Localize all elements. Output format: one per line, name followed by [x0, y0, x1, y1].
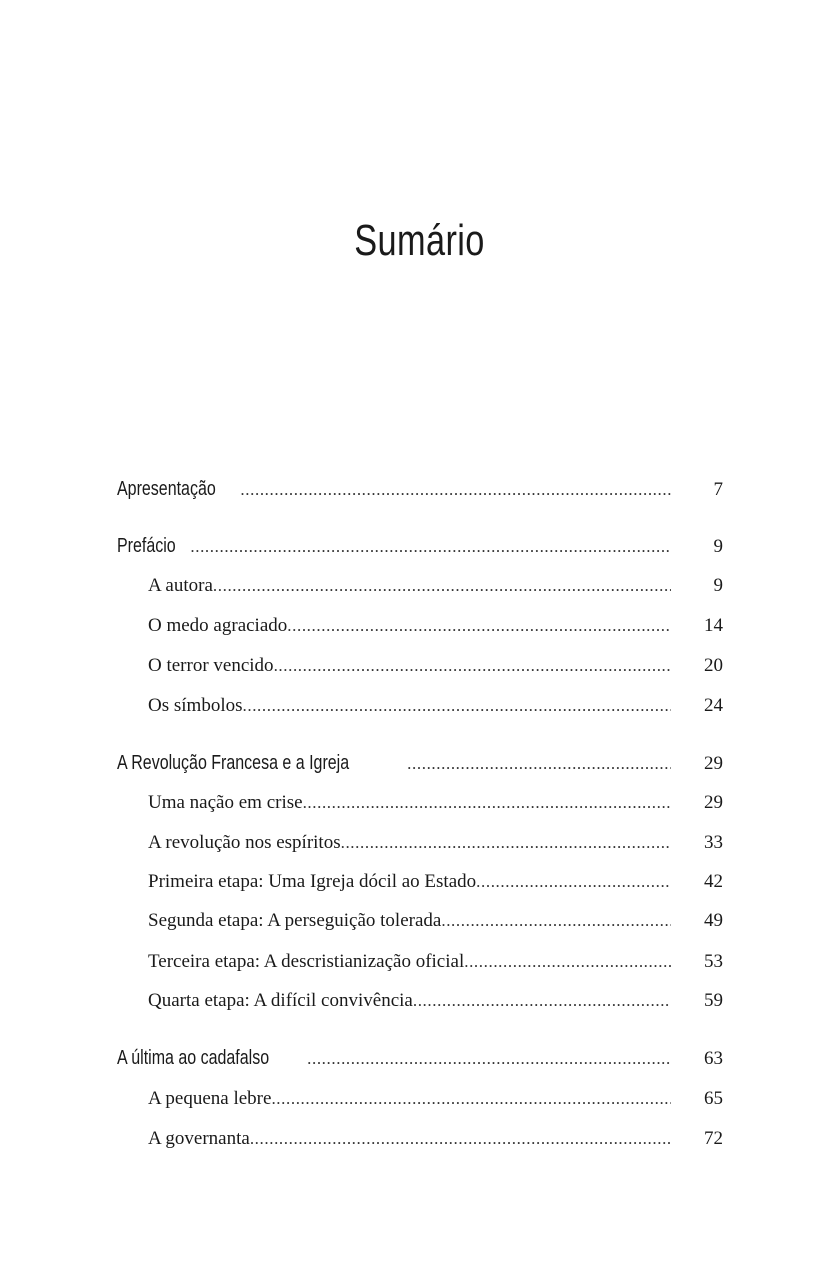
dot-leader	[464, 952, 671, 972]
dot-leader	[307, 1049, 671, 1069]
toc-entry-apresentacao[interactable]	[117, 478, 723, 508]
dot-leader	[287, 616, 671, 636]
dot-leader	[303, 793, 671, 813]
toc-entry-page-number: 24	[704, 695, 723, 716]
toc-entry-a-revolucao-nos-espiritos[interactable]	[148, 832, 723, 862]
toc-entry-o-medo-agraciado[interactable]	[148, 615, 723, 645]
dot-leader	[441, 911, 671, 931]
toc-entry-label: Apresentação	[117, 478, 216, 500]
toc-entry-label: Uma nação em crise	[148, 792, 303, 813]
toc-entry-revolucao-francesa[interactable]	[117, 752, 723, 782]
toc-entry-page-number: 65	[704, 1088, 723, 1109]
dot-leader	[213, 576, 671, 596]
toc-entry-page-number: 63	[704, 1048, 723, 1069]
toc-entry-label: A autora	[148, 575, 213, 596]
dot-leader	[274, 656, 671, 676]
toc-entry-label: A última ao cadafalso	[117, 1047, 270, 1069]
toc-entry-label: A governanta	[148, 1128, 250, 1149]
toc-entry-uma-nacao-em-crise[interactable]	[148, 792, 723, 822]
toc-entry-page-number: 42	[704, 871, 723, 892]
dot-leader	[240, 480, 671, 500]
toc-entry-label: Primeira etapa: Uma Igreja dócil ao Estado	[148, 871, 477, 892]
toc-entry-label: A revolução nos espíritos	[148, 832, 341, 853]
dot-leader	[190, 537, 671, 557]
toc-entry-page-number: 20	[704, 655, 723, 676]
toc-entry-page-number: 9	[713, 575, 723, 596]
toc-entry-primeira-etapa[interactable]	[148, 871, 723, 901]
toc-entry-page-number: 29	[704, 792, 723, 813]
toc-entry-page-number: 7	[713, 479, 723, 500]
toc-entry-os-simbolos[interactable]	[148, 695, 723, 725]
toc-entry-terceira-etapa[interactable]	[148, 951, 723, 981]
toc-entry-page-number: 14	[704, 615, 723, 636]
page-title: Sumário	[354, 216, 485, 265]
toc-entry-a-ultima-ao-cadafalso[interactable]	[117, 1047, 723, 1077]
toc-entry-a-autora[interactable]	[148, 575, 723, 605]
dot-leader	[407, 754, 671, 774]
toc-entry-label: A pequena lebre	[148, 1088, 272, 1109]
toc-entry-o-terror-vencido[interactable]	[148, 655, 723, 685]
dot-leader	[476, 872, 671, 892]
toc-entry-label: A Revolução Francesa e a Igreja	[117, 752, 350, 774]
toc-entry-quarta-etapa[interactable]	[148, 990, 723, 1020]
toc-entry-label: Terceira etapa: A descristianização oficial	[148, 951, 465, 972]
dot-leader	[271, 1089, 671, 1109]
toc-entry-page-number: 72	[704, 1128, 723, 1149]
toc-entry-page-number: 49	[704, 910, 723, 931]
toc-entry-prefacio[interactable]	[117, 535, 723, 565]
toc-entry-page-number: 9	[713, 536, 723, 557]
toc-entry-label: Os símbolos	[148, 695, 243, 716]
toc-entry-label: Prefácio	[117, 535, 176, 557]
toc-entry-a-pequena-lebre[interactable]	[148, 1088, 723, 1118]
dot-leader	[341, 833, 671, 853]
dot-leader	[243, 696, 672, 716]
toc-entry-page-number: 53	[704, 951, 723, 972]
toc-entry-label: Segunda etapa: A perseguição tolerada	[148, 910, 442, 931]
dot-leader	[250, 1129, 671, 1149]
toc-entry-a-governanta[interactable]	[148, 1128, 723, 1158]
toc-entry-page-number: 33	[704, 832, 723, 853]
toc-entry-label: Quarta etapa: A difícil convivência	[148, 990, 413, 1011]
toc-entry-page-number: 59	[704, 990, 723, 1011]
dot-leader	[413, 991, 671, 1011]
toc-entry-label: O terror vencido	[148, 655, 274, 676]
toc-entry-segunda-etapa[interactable]	[148, 910, 723, 940]
toc-entry-page-number: 29	[704, 753, 723, 774]
toc-entry-label: O medo agraciado	[148, 615, 288, 636]
